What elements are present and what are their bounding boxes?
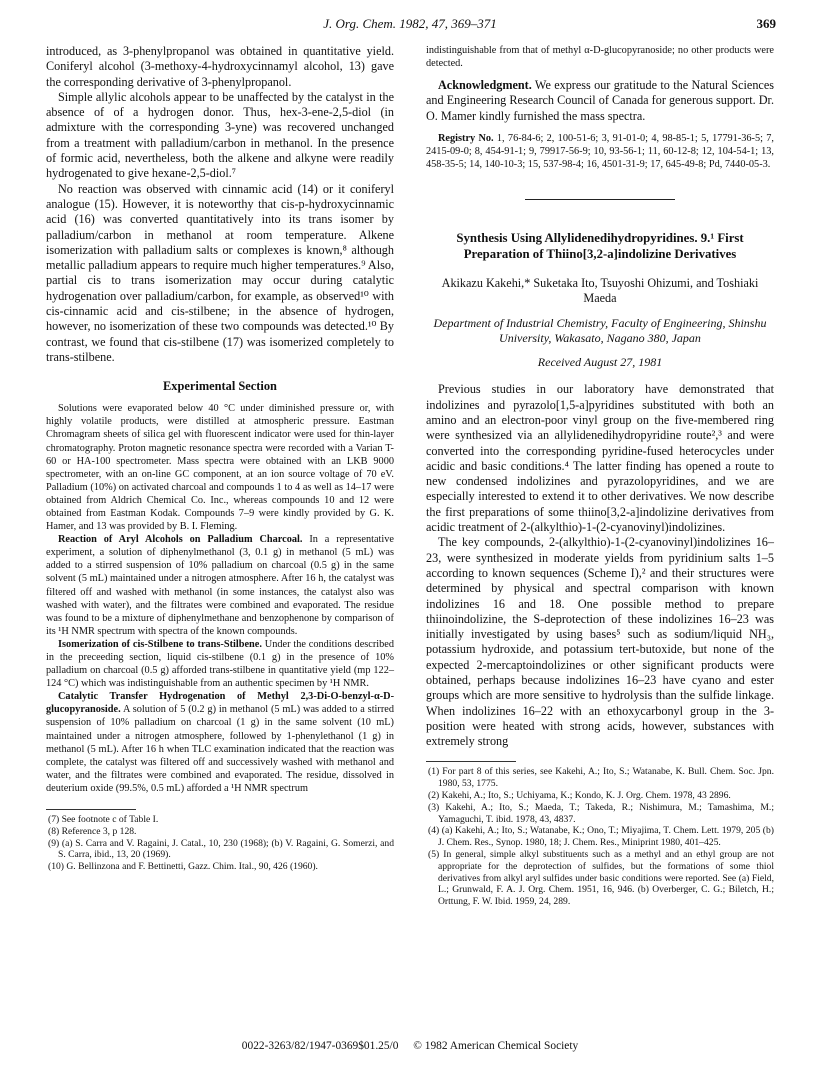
- run-in-heading: Acknowledgment.: [438, 78, 532, 93]
- authors: Akikazu Kakehi,* Suketaka Ito, Tsuyoshi Ohizumi, and Toshiaki Maeda: [441, 276, 759, 306]
- run-in-heading: Isomerization of cis-Stilbene to trans-Stilbene.: [58, 638, 262, 650]
- article-code: 0022-3263/82/1947-0369$01.25/0: [241, 1040, 399, 1052]
- footnote: (7) See footnote c of Table I.: [48, 814, 159, 826]
- affiliation: Department of Industrial Chemistry, Faculty of Engineering, Shinshu University, Wakasato, Nagano 380, Japan: [433, 316, 767, 345]
- footnote: (10) G. Bellinzona and F. Bettinetti, Gazz. Chim. Ital., 90, 426 (1960).: [48, 861, 318, 873]
- paragraph: Previous studies in our laboratory have demonstrated that indolizines and pyrazolo[1,5-a]pyridines substituted with both an amino and an electron-poor vinyl group on the five-membered ring were synthesized via an allylidenedihydropyridine route²,³ and were converted into the corresponding pyridine-fused heterocycles under acidic and basic conditions.⁴ The latter finding has opened a route to new condensed indolizines and pyrazolopyridines, and we are especially interested to extend it to other derivatives. We now describe the first preparations of some thiino[3,2-a]indolizine derivatives from acidic treatment of 2-(alkylthio)-1-(2-cyanovinyl)indolizines.: [426, 382, 774, 535]
- paragraph: Reaction of Aryl Alcohols on Palladium Charcoal. In a representative experiment, a solution of diphenylmethanol (3, 0.1 g) in methanol (5 mL) was added to a stirred suspension of 10% palladium on charcoal (0.5 g) in the same solvent (5 mL) maintained under a nitrogen atmosphere. After 16 h, the catalyst was filtered off and washed with methanol (in some instances, the catalyst also was washed with water), and the filtrates were combined and evaporated. The residue was found to be a mixture of diphenylmethane and benzophenone by comparison of its ¹H NMR spectrum with spectra of the known compounds.: [46, 534, 394, 637]
- run-in-heading: Registry No.: [438, 133, 494, 145]
- running-header: [0, 16, 820, 38]
- footnote-rule: [46, 809, 136, 810]
- received-date: Received August 27, 1981: [537, 355, 663, 370]
- paragraph: introduced, as 3-phenylpropanol was obtained in quantitative yield. Coniferyl alcohol (3-methoxy-4-hydroxycinnamyl alcohol, 13) gave the corresponding derivative of 3-phenylpropanol.: [46, 44, 394, 89]
- run-in-heading: Catalytic Transfer Hydrogenation of Methyl 2,3-Di-O-benzyl-α-D-glucopyranoside.: [46, 691, 394, 716]
- paragraph: Isomerization of cis-Stilbene to trans-Stilbene. Under the conditions described in the preceeding section, liquid cis-stilbene (0.1 g) in the presence of 10% palladium on charcoal (0.5 g) afforded trans-stilbene in quantitative yield (mp 122–124 °C) which was indistinguishable from an authentic specimen by ¹H NMR.: [46, 638, 394, 690]
- footnote: (3) Kakehi, A.; Ito, S.; Maeda, T.; Takeda, R.; Nishimura, M.; Tamashima, M.; Yamaguchi, T. ibid. 1978, 43, 4837.: [428, 801, 774, 825]
- paragraph: The key compounds, 2-(alkylthio)-1-(2-cyanovinyl)indolizines 16–23, were synthesized in moderate yields from pyridinium salts 1–5 according to known sequences (Scheme I),² and their structures were determined by physical and spectral comparison with known indolizines 16 and 18. One possible method to prepare thiinoindolizine, the S-deprotection of these indolizines 16–23 was initially investigated by using bases⁵ such as sodium/liquid NH₃, potassium hydroxide, and potassium tert-butoxide, but none of the expected 2-mercaptoindolizines or other significant products were obtained, perhaps because indolizines 16–23 have cyano and ester groups which are more sensitive to hydrolysis than the sulfide linkage. When indolizines 16–22 with an ethoxycarbonyl group in the 3-position were heated with strong acids, however, substances with extremely strong: [426, 535, 774, 749]
- page-footer: [0, 1040, 820, 1052]
- left-column: [46, 44, 394, 873]
- footnote: (5) In general, simple alkyl substituents such as a methyl and an ethyl group are not appropriate for the deprotection of sulfides, but the formations of some thiol derivatives from alkyl aryl sulfides under basic conditions were reported. See (a) Field, L.; Grunwald, F. A. J. Org. Chem. 1951, 16, 946. (b) Overberger, C. G.; Biletch, H.; Orttung, F. W. Ibid. 1959, 24, 289.: [428, 849, 774, 908]
- footnote: (4) (a) Kakehi, A.; Ito, S.; Watanabe, K.; Ono, T.; Miyajima, T. Chem. Lett. 1979, 205 (b) J. Chem. Res., Synop. 1980, 18; J. Chem. Res., Miniprint 1980, 401–425.: [428, 825, 774, 849]
- footnote: (9) (a) S. Carra and V. Ragaini, J. Catal., 10, 230 (1968); (b) V. Ragaini, G. Somerzi, and S. Carra, ibid., 13, 20 (1969).: [48, 837, 394, 861]
- footnote: (1) For part 8 of this series, see Kakehi, A.; Ito, S.; Watanabe, K. Bull. Chem. Soc. Jpn. 1980, 53, 1775.: [428, 766, 774, 790]
- copyright: © 1982 American Chemical Society: [413, 1040, 579, 1052]
- registry-numbers: Registry No. 1, 76-84-6; 2, 100-51-6; 3, 91-01-0; 4, 98-85-1; 5, 17791-36-5; 7, 2415-09-0; 8, 454-91-1; 9, 79917-56-9; 10, 93-56-1; 11, 60-12-8; 12, 104-54-1; 13, 458-35-5; 14, 140-10-3; 15, 537-98-4; 16, 4501-31-9; 17, 645-49-8; Pd, 7440-05-3.: [426, 133, 774, 171]
- paragraph: indistinguishable from that of methyl α-D-glucopyranoside; no other products were detected.: [426, 45, 774, 70]
- page-number: 369: [756, 16, 776, 31]
- paragraph: Catalytic Transfer Hydrogenation of Methyl 2,3-Di-O-benzyl-α-D-glucopyranoside. A solution of 5 (0.2 g) in methanol (5 mL) was added to a stirred suspension of 10% palladium on charcoal (1 g) in the same solvent (10 mL) maintained under a nitrogen atmosphere, followed by 1-phenylethanol (1 g) in methanol (5 mL). After 16 h when TLC examination indicated that the reaction was complete, the catalyst was filtered off and successively washed with methanol and water, and the filtrates were combined and evaporated. The residue, dissolved in deuterium oxide (99.5%, 0.5 mL) afforded a ¹H NMR spectrum: [46, 691, 394, 794]
- paragraph: No reaction was observed with cinnamic acid (14) or it coniferyl analogue (15). However, it is noteworthy that cis-p-hydroxycinnamic acid (16) was converted quantitatively into its trans isomer by palladium/carbon in methanol at room temperature. Alkene isomerization with palladium salts or complexes is known,⁸ although metallic palladium appears to require much higher temperatures.⁹ Also, partial cis to trans isomerization may occur during catalytic hydrogenation over palladium/carbon, for example, as observed¹⁰ with cis-cinnamic acid and cis-stilbene; in the absence of hydrogen, however, no isomerization of these two compounds was detected.¹⁰ By contrast, we found that cis-stilbene (17) was isomerized completely to trans-stilbene.: [46, 181, 394, 364]
- article-title: Synthesis Using Allylidenedihydropyridines. 9.¹ First Preparation of Thiino[3,2-a]indolizine Derivatives: [456, 231, 744, 262]
- footnote: (8) Reference 3, p 128.: [48, 825, 137, 837]
- run-in-heading: Reaction of Aryl Alcohols on Palladium Charcoal.: [58, 534, 303, 546]
- footnote: (2) Kakehi, A.; Ito, S.; Uchiyama, K.; Kondo, K. J. Org. Chem. 1978, 43 2896.: [428, 790, 731, 802]
- acknowledgment: Acknowledgment. We express our gratitude to the Natural Sciences and Engineering Research Council of Canada for generous support. Dr. O. Mamer kindly furnished the mass spectra.: [426, 78, 774, 123]
- right-column: [426, 44, 774, 908]
- paragraph: Solutions were evaporated below 40 °C under diminished pressure or, with highly volatile products, were distilled at atmospheric pressure. Eastman Chromagram sheets of silica gel with fluorescent indicator were used for thin-layer chromatography. Proton magnetic resonance spectra were recorded with a Varian T-60 or HA-100 spectrometer. Mass spectra were obtained with an LKB 9000 spectrometer, with an on-line GC component, at an ion source voltage of 70 eV. Palladium (10%) on activated charcoal and compounds 1 to 4 as well as 14–17 were obtained from Aldrich Chemical Co. Inc., whereas compounds 10 and 12 were obtained from Eastman Kodak. Compounds 7–9 were kindly provided by G. K. Hamer, and 13 was provided by B. I. Fleming.: [46, 403, 394, 533]
- footnote-rule: [426, 761, 516, 762]
- section-heading: Experimental Section: [163, 379, 277, 394]
- paragraph: Simple allylic alcohols appear to be unaffected by the catalyst in the absence of of a hydrogen donor. Thus, hex-3-ene-2,5-diol (in admixture with the corresponding 3-yne) was recovered unchanged from a treatment with palladium/carbon in methanol. In the presence of formic acid, nevertheless, both the alkene and alkyne were readily hydrogenated to give hexane-2,5-diol.⁷: [46, 89, 394, 181]
- journal-citation: J. Org. Chem. 1982, 47, 369–371: [323, 16, 497, 31]
- article-divider: [525, 199, 675, 200]
